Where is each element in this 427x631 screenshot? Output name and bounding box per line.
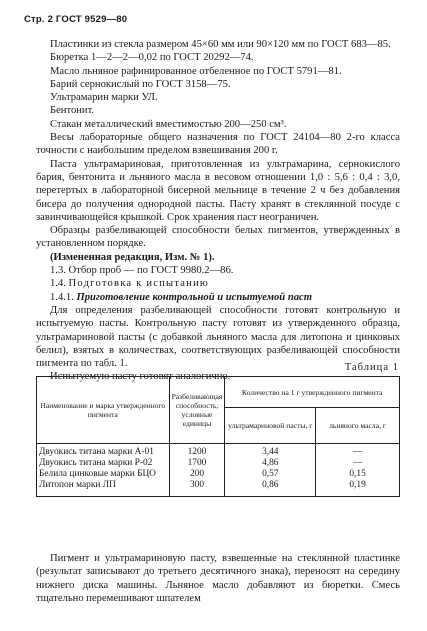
table-row bbox=[37, 480, 400, 497]
paragraph-ultramarine: Ультрамарин марки УЛ. bbox=[50, 92, 158, 104]
table-row bbox=[37, 444, 400, 459]
cell-ultramarine-paste: 3,44 bbox=[225, 444, 316, 459]
pigment-table bbox=[36, 376, 400, 497]
paragraph-burette: Бюретка 1—2—2—0,02 по ГОСТ 20292—74. bbox=[50, 52, 254, 64]
header-whitening-power: Разбеливающая способность, условные единицы bbox=[169, 377, 225, 444]
paragraph-procedure: Пигмент и ультрамариновую пасту, взвешенные на стеклянной пластинке (результат записывают до третьего десятичного знака), переносят на середину нижнего диска машины. Льняное масло добавляют из бюретки. Смесь тщательно перемешивают шпателем bbox=[36, 553, 400, 604]
paragraph-scales: Весы лабораторные общего назначения по ГОСТ 24104—80 2-го класса точности с наибольшим пределом взвешивания 200 г. bbox=[36, 132, 400, 157]
cell-pigment-name: Литопон марки ЛП bbox=[37, 480, 170, 497]
cell-linseed-oil: — bbox=[316, 458, 400, 469]
section-1-4-1-heading bbox=[36, 291, 400, 304]
paragraph-ultramarine-paste: Паста ультрамариновая, приготовленная из ультрамарина, сернокислого бария, бентонита и льняного масла в весовом отношении 1,0 : 5,6 : 0,4 : 3,0, перетертых в лабораторной бисерной мельнице в течение 2 ч без добавления бисера до получения однородной пасты. Пасту хранят в стеклянной посуде с завинчивающейся крышкой. Срок хранения паст неограничен. bbox=[36, 158, 400, 223]
paragraph-samples: Образцы разбеливающей способности белых пигментов, утвержденных в установленном порядке. bbox=[36, 225, 400, 250]
section-1-4-number: 1.4. bbox=[50, 278, 66, 290]
cell-pigment-name: Двуокись титана марки А-01 bbox=[37, 444, 170, 459]
cell-ultramarine-paste: 4,86 bbox=[225, 458, 316, 469]
cell-pigment-name: Двуокись титана марки Р-02 bbox=[37, 458, 170, 469]
section-1-4-1-title: Приготовление контрольной и испытуемой паст bbox=[76, 291, 312, 303]
header-pigment-name: Наименование и марка утвержденного пигмента bbox=[37, 377, 170, 444]
amendment-note: (Измененная редакция, Изм. № 1). bbox=[50, 251, 215, 263]
cell-pigment-name: Белила цинковые марки БЦО bbox=[37, 469, 170, 480]
header-quantity: Количество на 1 г утвержденного пигмента bbox=[225, 377, 400, 408]
cell-linseed-oil: 0,19 bbox=[316, 480, 400, 497]
paragraph-glass-plates: Пластинки из стекла размером 45×60 мм или 90×120 мм по ГОСТ 683—85. bbox=[50, 39, 391, 50]
paragraph-paste-preparation: Для определения разбеливающей способности готовят контрольную и испытуемую пасты. Контрольную пасту готовят из утвержденного образца, ультрамариновой пасты (с добавкой льняного масла для литопона и цинковых белил), взятых в количествах, соответствующих разбеливающей способности пигмента по табл. 1. bbox=[36, 304, 400, 370]
table-row bbox=[37, 469, 400, 480]
cell-whitening-power: 200 bbox=[169, 469, 225, 480]
section-1-3: 1.3. Отбор проб — по ГОСТ 9980.2—86. bbox=[50, 265, 234, 277]
table-caption: Таблица 1 bbox=[344, 362, 399, 373]
cell-linseed-oil: — bbox=[316, 444, 400, 459]
cell-linseed-oil: 0,15 bbox=[316, 469, 400, 480]
table-row bbox=[37, 458, 400, 469]
section-1-4-title: Подготовка к испытанию bbox=[68, 278, 210, 290]
header-ultramarine-paste: ультрамариновой пасты, г bbox=[225, 408, 316, 444]
paragraph-barium-sulfate: Барий сернокислый по ГОСТ 3158—75. bbox=[50, 78, 231, 90]
paragraph-test-paste: Испытуемую пасту готовят аналогично. bbox=[50, 371, 231, 383]
section-1-4-1-number: 1.4.1. bbox=[50, 291, 74, 303]
bottom-text bbox=[36, 552, 400, 605]
cell-whitening-power: 1700 bbox=[169, 458, 225, 469]
cell-ultramarine-paste: 0,86 bbox=[225, 480, 316, 497]
paragraph-bentonite: Бентонит. bbox=[50, 105, 95, 117]
cell-whitening-power: 1200 bbox=[169, 444, 225, 459]
page-header: Стр. 2 ГОСТ 9529—80 bbox=[24, 14, 128, 25]
materials-list bbox=[36, 38, 400, 384]
header-linseed-oil: льняного масла, г bbox=[316, 408, 400, 444]
paragraph-linseed-oil: Масло льняное рафинированное отбеленное по ГОСТ 5791—81. bbox=[50, 65, 342, 77]
cell-ultramarine-paste: 0,57 bbox=[225, 469, 316, 480]
section-1-4-heading bbox=[36, 277, 400, 290]
cell-whitening-power: 300 bbox=[169, 480, 225, 497]
paragraph-metal-beaker: Стакан металлический вместимостью 200—250 см³. bbox=[50, 118, 287, 130]
